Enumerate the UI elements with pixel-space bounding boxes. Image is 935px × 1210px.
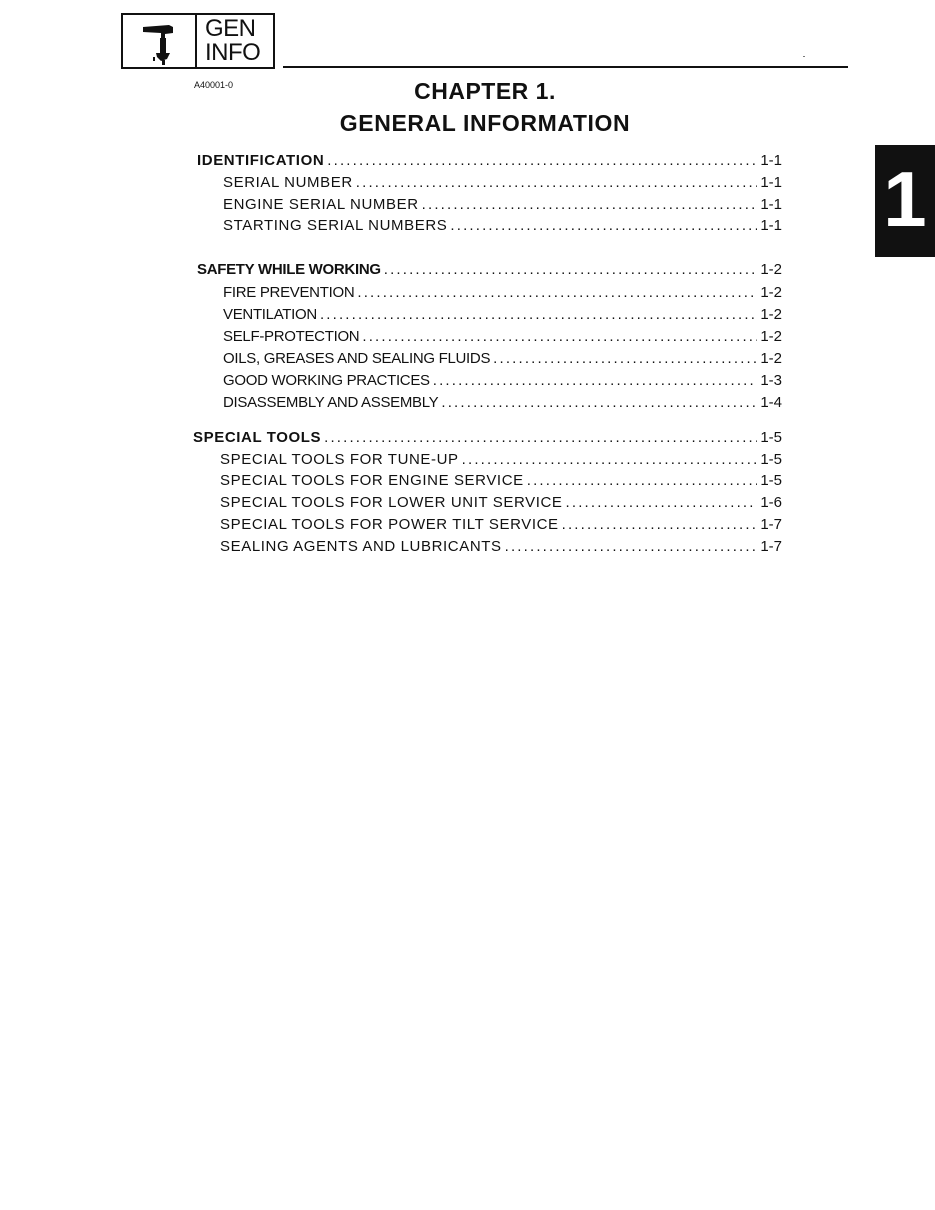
toc-label: FIRE PREVENTION [223,284,355,301]
toc-page: 1-5 [760,472,782,489]
toc-leader [357,283,757,303]
toc-entry-fire-prevention[interactable] [223,283,782,303]
toc-label: STARTING SERIAL NUMBERS [223,217,448,234]
toc-leader [327,151,757,171]
toc-entry-engine-serial-number[interactable] [223,195,782,215]
toc-entry-identification[interactable] [197,151,782,171]
badge-divider [195,15,197,67]
toc-label: SPECIAL TOOLS [193,429,322,446]
section-label [205,17,260,65]
toc-entry-sealing-agents-lubricants[interactable] [220,537,782,557]
toc-leader [320,305,757,325]
toc-entry-special-tools[interactable] [193,428,782,448]
toc-entry-special-tools-lower-unit[interactable] [220,493,782,513]
toc-page: 1-5 [760,451,782,468]
toc-leader [324,428,757,448]
toc-label: VENTILATION [223,306,317,323]
toc-page: 1-2 [760,261,782,278]
toc-entry-special-tools-tune-up[interactable] [220,450,782,470]
toc-leader [433,371,758,391]
scan-speck [803,56,805,57]
toc-leader [450,216,757,236]
toc-leader [562,515,758,535]
toc-entry-good-working-practices[interactable] [223,371,782,391]
toc-leader [566,493,758,513]
toc-label: SAFETY WHILE WORKING [197,261,381,278]
toc-label: OILS, GREASES AND SEALING FLUIDS [223,350,491,367]
toc-label: SELF-PROTECTION [223,328,360,345]
chapter-subtitle: GENERAL INFORMATION [339,110,631,136]
toc-leader [505,537,758,557]
chapter-tab [875,145,935,257]
toc-page: 1-4 [760,394,782,411]
toc-entry-starting-serial-numbers[interactable] [223,216,782,236]
toc-entry-serial-number[interactable] [223,173,782,193]
toc-entry-special-tools-engine-service[interactable] [220,471,782,491]
toc-label: SEALING AGENTS AND LUBRICANTS [220,538,502,555]
toc-page: 1-7 [760,516,782,533]
toc-leader [527,471,758,491]
document-code: A40001-0 [194,80,234,90]
toc-page: 1-6 [760,494,782,511]
toc-label: GOOD WORKING PRACTICES [223,372,430,389]
toc-label: SERIAL NUMBER [223,174,353,191]
toc-leader [422,195,758,215]
toc-page: 1-2 [760,306,782,323]
header-rule [283,66,848,68]
toc-label: IDENTIFICATION [197,152,325,169]
toc-leader [493,349,757,369]
toc-entry-self-protection[interactable] [223,327,782,347]
toc-page: 1-1 [760,217,782,234]
toc-leader [462,450,758,470]
toc-page: 1-7 [760,538,782,555]
toc-leader [362,327,757,347]
toc-entry-safety-while-working[interactable] [197,260,782,280]
toc-page: 1-2 [760,328,782,345]
toc-page: 1-2 [760,284,782,301]
toc-label: SPECIAL TOOLS FOR ENGINE SERVICE [220,472,524,489]
toc-leader [356,173,758,193]
toc-page: 1-1 [760,174,782,191]
toc-page: 1-3 [760,372,782,389]
toc-label: SPECIAL TOOLS FOR TUNE-UP [220,451,459,468]
toc-leader [441,393,757,413]
section-label-info: INFO [205,39,261,66]
toc-leader [384,260,758,280]
toc-label: SPECIAL TOOLS FOR LOWER UNIT SERVICE [220,494,563,511]
chapter-tab-number: 1 [883,155,927,243]
chapter-title: CHAPTER 1. [414,78,556,104]
section-badge [121,13,275,69]
outboard-motor-icon [139,19,183,65]
toc-entry-ventilation[interactable] [223,305,782,325]
toc-label: SPECIAL TOOLS FOR POWER TILT SERVICE [220,516,559,533]
toc-page: 1-1 [760,196,782,213]
toc-entry-oils-greases-sealing-fluids[interactable] [223,349,782,369]
section-label-gen: GEN [205,15,256,42]
toc-page: 1-2 [760,350,782,367]
toc-page: 1-1 [760,152,782,169]
toc-label: ENGINE SERIAL NUMBER [223,196,419,213]
toc-page: 1-5 [760,429,782,446]
toc-label: DISASSEMBLY AND ASSEMBLY [223,394,439,411]
toc-entry-disassembly-and-assembly[interactable] [223,393,782,413]
toc-entry-special-tools-power-tilt[interactable] [220,515,782,535]
